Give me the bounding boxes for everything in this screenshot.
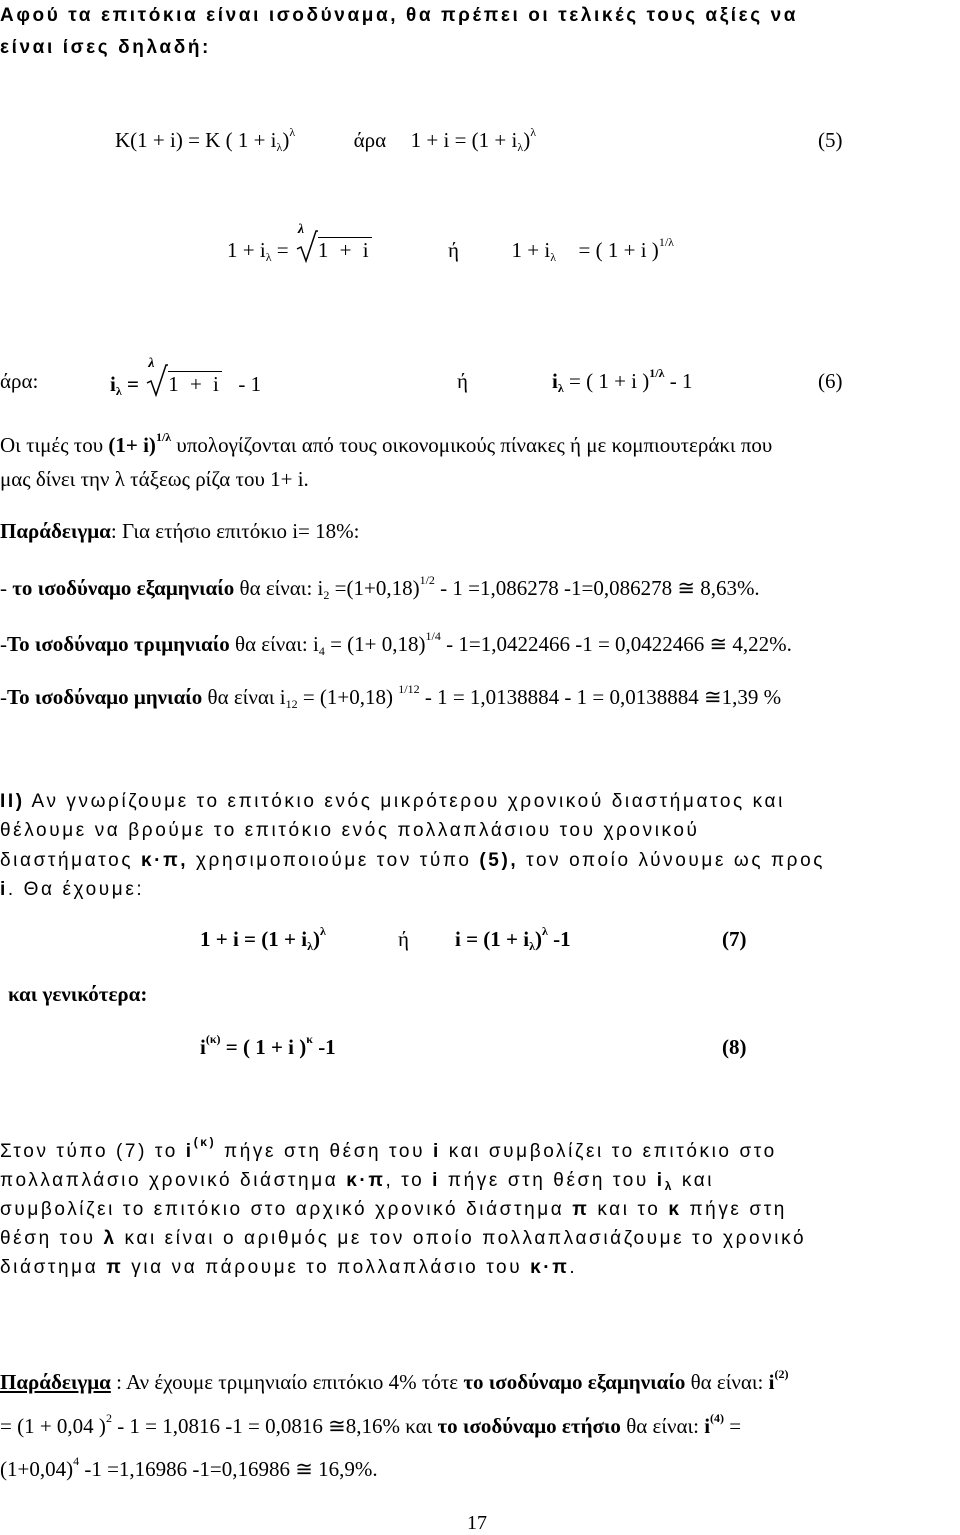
page-number: 17 — [467, 1512, 487, 1534]
root-sign: λ 1 + i — [297, 222, 372, 262]
section-2-line-2: θέλουμε να βρούμε το επιτόκιο ενός πολλαπλάσιου του χρονικού — [0, 820, 700, 841]
explain-line-1: Στον τύπο (7) το $i^{(\kappa)}$ πήγε στη θέση του i και συμβολίζει το επιτόκιο στο — [0, 1135, 777, 1162]
explain-line-5: διάστημα π για να πάρουμε το πολλαπλάσιο του κ·π. — [0, 1257, 578, 1278]
equation-7-tag: (7) — [722, 927, 747, 951]
example-1-monthly: -Το ισοδύναμο μηνιαίο θα είναι $i_{12} = (1+0,18)$ $^{1/12}$ - 1 = 1,0138884 - 1 = 0,0138884 ≅1,39 % — [0, 682, 782, 711]
general-label: και γενικότερα: — [8, 982, 148, 1006]
intro-line-1: Αφού τα επιτόκια είναι ισοδύναμα, θα πρέπει οι τελικές τους αξίες να — [0, 5, 799, 26]
equation-6: $i_\lambda$ = λ 1 + i - 1 — [110, 356, 262, 398]
values-line-2: μας δίνει την λ τάξεως ρίζα του 1+ i. — [0, 467, 309, 491]
equation-6-tag: (6) — [818, 369, 843, 393]
root-sign: λ 1 + i — [148, 356, 222, 396]
explain-line-4: θέση του λ και είναι ο αριθμός με τον οποίο πολλαπλασιάζουμε το χρονικό — [0, 1228, 807, 1249]
section-2-line-3: διαστήματος κ·π, χρησιμοποιούμε τον τύπο (5), τον οποίο λύνουμε ως προς — [0, 850, 826, 871]
explain-line-2: πολλαπλάσιο χρονικό διάστημα κ·π, το i πήγε στη θέση του $i_\lambda$ και — [0, 1170, 715, 1193]
equation-8-tag: (8) — [722, 1035, 747, 1059]
equation-7-rhs: $i = (1 + i_\lambda)^\lambda$ -1 — [455, 924, 571, 953]
example-2-line-1: Παράδειγμα : Αν έχουμε τριμηνιαίο επιτόκιο 4% τότε το ισοδύναμο εξαμηνιαίο θα είναι: $i^{(2)}$ — [0, 1367, 789, 1394]
equation-7: $1 + i = (1 + i_\lambda)^\lambda$ — [200, 924, 326, 953]
equation-5: Κ(1 + i) = Κ ( $1 + i_\lambda)^\lambda$ άρα $1 + i = (1 + i_\lambda)^\lambda$ — [115, 125, 537, 154]
equation-6-or: ή — [457, 369, 468, 393]
example-2-line-2: = (1 + 0,04 )$^2$ - 1 = 1,0816 -1 = 0,0816 ≅8,16% και το ισοδύναμο ετήσιο θα είναι: $i^{(4)}$ = — [0, 1411, 742, 1438]
values-line-1: Οι τιμές του $(1+ i)^{1/\lambda}$ υπολογίζονται από τους οικονομικούς πίνακες ή με κομπιουτεράκι που — [0, 430, 773, 457]
example-1-semiannual: - το ισοδύναμο εξαμηνιαίο θα είναι: $i_2 =(1+0,18)^{1/2} - 1 =1,086278$ -1=0,086278 ≅ 8,63%. — [0, 573, 760, 602]
section-2-line-1: ΙΙ) Αν γνωρίζουμε το επιτόκιο ενός μικρότερου χρονικού διαστήματος και — [0, 791, 785, 812]
explain-line-3: συμβολίζει το επιτόκιο στο αρχικό χρονικό διάστημα π και το κ πήγε στη — [0, 1199, 787, 1220]
intro-line-2: είναι ίσες δηλαδή: — [0, 37, 211, 58]
equation-5-tag: (5) — [818, 128, 843, 152]
example-1-quarterly: -Το ισοδύναμο τριμηνιαίο θα είναι: $i_4 = (1+ 0,18)^{1/4} - 1=1,0422466$ -1 = 0,0422466 ≅ 4,22%. — [0, 629, 792, 658]
example-1-title: Παράδειγμα: Για ετήσιο επιτόκιο i= 18%: — [0, 519, 360, 543]
equation-6-rhs: $i_\lambda$ = ( 1 + i )$^{1/\lambda}$ - 1 — [552, 366, 693, 395]
equation-7-or: ή — [398, 927, 409, 951]
example-2-line-3: $(1+0,04)^4$ -1 =1,16986 -1=0,16986 ≅ 16,9%. — [0, 1454, 378, 1481]
section-2-line-4: i. Θα έχουμε: — [0, 879, 145, 900]
equation-root: $1 + i_\lambda$ = λ 1 + i ή $1 + i_\lambda$ = ( 1 + i )$^{1/\lambda}$ — [227, 222, 674, 264]
equation-6-label: άρα: — [0, 369, 39, 393]
equation-8: $i^{(\kappa)}$ = ( 1 + i )$^\kappa$ -1 — [200, 1032, 336, 1059]
